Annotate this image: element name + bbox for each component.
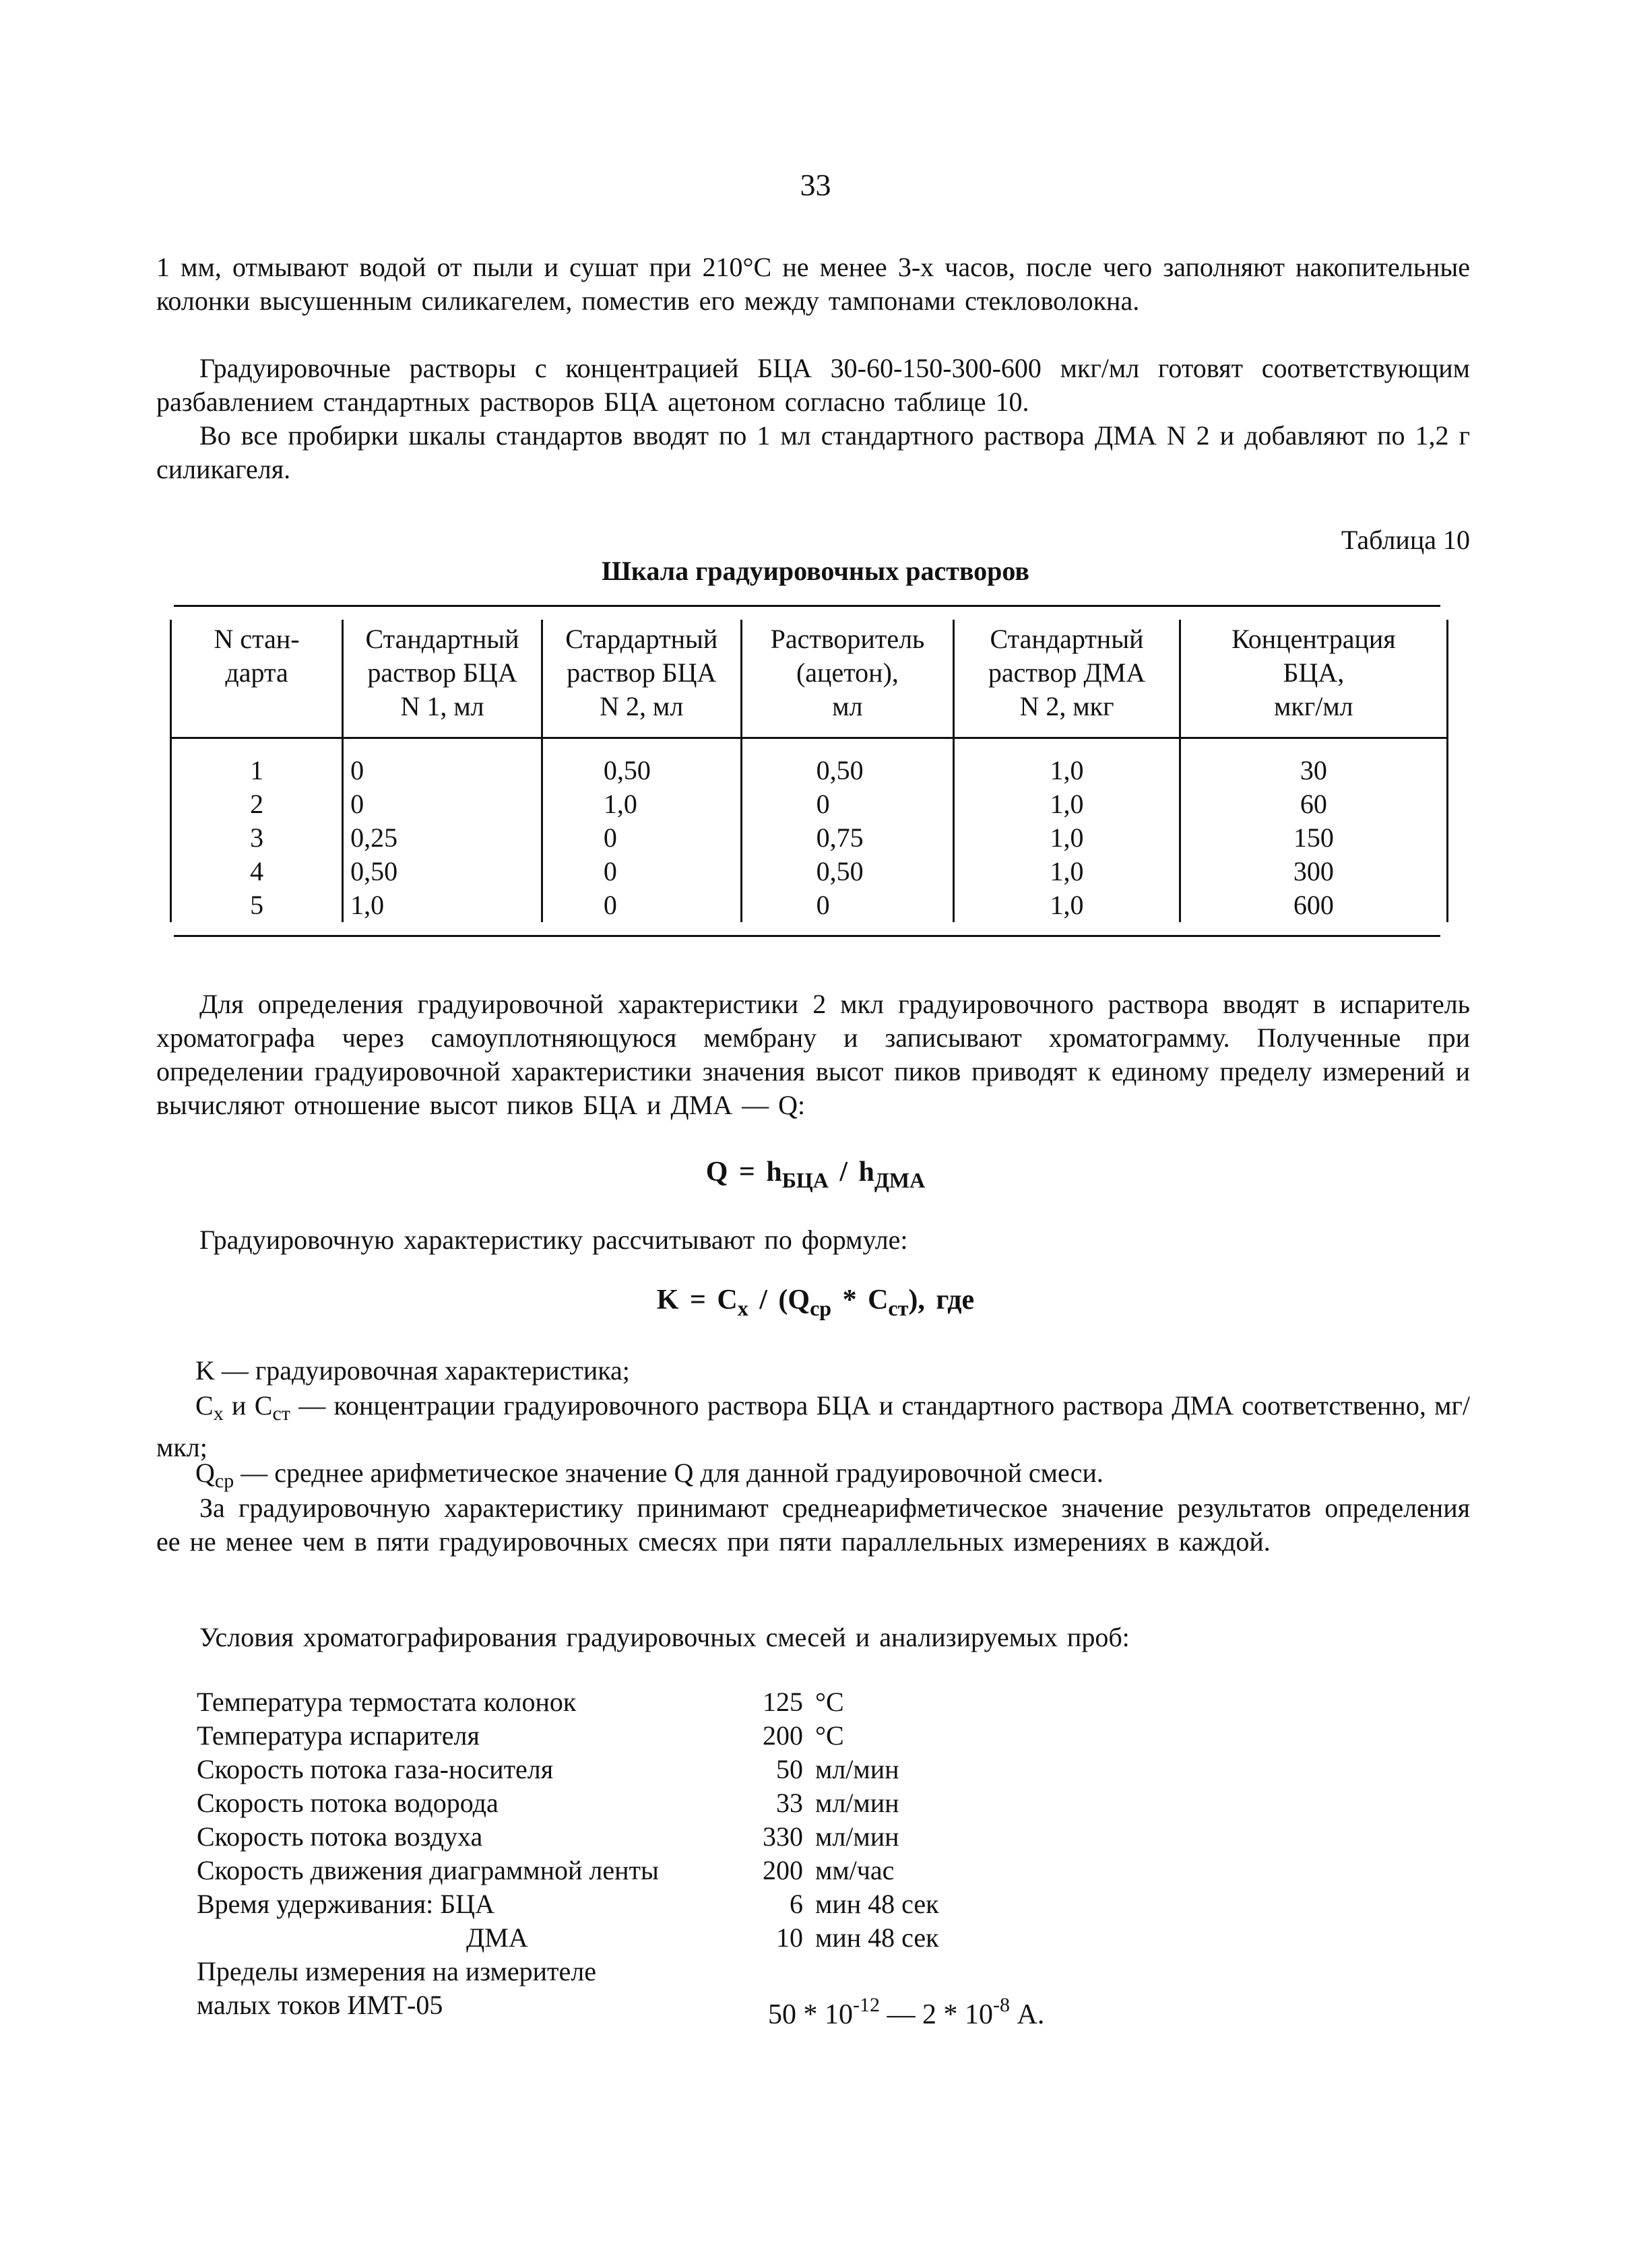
paragraph-1: 1 мм, отмывают водой от пыли и сушат при 210°С не менее 3-х часов, после чего заполняют накопительные колонки высушенным силикагелем, поместив его между тампонами стекловолокна. [156, 252, 1470, 316]
table-cell: 0 [542, 821, 741, 855]
table-row [171, 855, 1448, 888]
table-cell: 0 [542, 888, 741, 922]
condition-row: Время удерживания: БЦА 6 мин 48 сек [197, 1889, 939, 1919]
table-cell: 5 [171, 888, 343, 922]
table-cell: 600 [1180, 888, 1447, 922]
header-bca-n2: Стардартный раствор БЦА N 2, мл [542, 620, 741, 738]
table-bottom-rule [174, 935, 1440, 937]
paragraph-7: Условия хроматографирования градуировочных смесей и анализируемых проб: [199, 1622, 1130, 1652]
table-cell: 1,0 [542, 787, 741, 821]
table-label: Таблица 10 [1341, 525, 1470, 555]
table-cell: 1,0 [954, 787, 1180, 821]
condition-row: Температура термостата колонок 125 °С [197, 1687, 844, 1717]
table-cell: 0,50 [741, 855, 954, 888]
condition-row: Скорость потока водорода 33 мл/мин [197, 1788, 899, 1818]
condition-row: Скорость потока воздуха 330 мл/мин [197, 1821, 899, 1852]
condition-row: ДМА 10 мин 48 сек [466, 1922, 939, 1953]
condition-row: Температура испарителя 200 °С [197, 1720, 844, 1751]
table-cell: 0,50 [542, 738, 741, 788]
header-bca-n1: Стандартный раствор БЦА N 1, мл [343, 620, 542, 738]
table-row [171, 821, 1448, 855]
table-cell: 1,0 [343, 888, 542, 922]
condition-row: Скорость движения диаграммной ленты 200 мм/час [197, 1855, 895, 1885]
definition-concentrations: $C_x$ и $C_{ст}$ — концентрации градуировочного раствора БЦА и стандартного раствора ДМА соответственно, мг/мкл; [156, 1390, 1470, 1462]
measurement-limits: $50 * 10^{-12}$ — $2 * 10^{-8}$ А. [768, 1994, 1045, 2030]
table-cell: 300 [1180, 855, 1447, 888]
table-cell: 1,0 [954, 855, 1180, 888]
table-cell: 1 [171, 738, 343, 788]
table-cell: 0 [741, 787, 954, 821]
condition-row: Пределы измерения на измерителе [197, 1956, 596, 1986]
header-standard-no: N стан- дарта [171, 620, 343, 738]
paragraph-4: Для определения градуировочной характеристики 2 мкл градуировочного раствора вводят в испаритель хроматографа через самоуплотняющуюся мембрану и записывают хроматограмму. Полученные при определении градуировочной характеристики значения высот пиков приводят к единому пределу измерений и вычисляют отношение высот пиков БЦА и ДМА — Q: [156, 989, 1470, 1120]
table-row [171, 888, 1448, 922]
table-cell: 0 [542, 855, 741, 888]
header-bca-concentration: Концентрация БЦА, мкг/мл [1180, 620, 1447, 738]
paragraph-5: Градуировочную характеристику рассчитывают по формуле: [199, 1225, 908, 1255]
header-dma-n2: Стандартный раствор ДМА N 2, мкг [954, 620, 1180, 738]
table-cell: 3 [171, 821, 343, 855]
table-row [171, 738, 1448, 788]
table-cell: 1,0 [954, 738, 1180, 788]
paragraph-2: Градуировочные растворы с концентрацией БЦА 30-60-150-300-600 мкг/мл готовят соответствующим разбавлением стандартных растворов БЦА ацетоном согласно таблице 10. [156, 353, 1470, 417]
table-cell: 0,25 [343, 821, 542, 855]
calibration-table [170, 620, 1448, 922]
paragraph-6: За градуировочную характеристику принимают среднеарифметическое значение результатов определения ее не менее чем в пяти градуировочных смесях при пяти параллельных измерениях в каждой. [156, 1493, 1470, 1557]
table-cell: 1,0 [954, 821, 1180, 855]
condition-row: Скорость потока газа-носителя 50 мл/мин [197, 1754, 899, 1784]
definition-qcp: $Q_{ср}$ — среднее арифметическое значение Q для данной градуировочной смеси. [195, 1458, 1104, 1492]
table-cell: 0,50 [343, 855, 542, 888]
page-number: 33 [800, 168, 831, 202]
table-cell: 0,50 [741, 738, 954, 788]
table-cell: 150 [1180, 821, 1447, 855]
table-cell: 30 [1180, 738, 1447, 788]
table-cell: 2 [171, 787, 343, 821]
conditions-list [197, 1685, 1207, 2022]
table-title: Шкала градуировочных растворов [601, 556, 1030, 586]
table-cell: 60 [1180, 787, 1447, 821]
table-row [171, 787, 1448, 821]
formula-k: $K = C_x / (Q_{ср} * C_{ст})$, где [656, 1285, 975, 1320]
table-cell: 0 [343, 787, 542, 821]
table-top-rule [174, 605, 1440, 607]
table-cell: 4 [171, 855, 343, 888]
paragraph-3: Во все пробирки шкалы стандартов вводят по 1 мл стандартного раствора ДМА N 2 и добавляют по 1,2 г силикагеля. [156, 420, 1470, 484]
definition-k: K — градуировочная характеристика; [195, 1355, 630, 1386]
table-cell: 0,75 [741, 821, 954, 855]
table-cell: 0 [343, 738, 542, 788]
calibration-table-wrap [170, 620, 1448, 923]
header-solvent: Растворитель (ацетон), мл [741, 620, 954, 738]
table-header-row [171, 620, 1448, 738]
table-cell: 0 [741, 888, 954, 922]
condition-row: малых токов ИМТ-05 [197, 1990, 443, 2020]
formula-q: $Q = h_{БЦА} / h_{ДМА}$ [705, 1157, 926, 1192]
table-cell: 1,0 [954, 888, 1180, 922]
